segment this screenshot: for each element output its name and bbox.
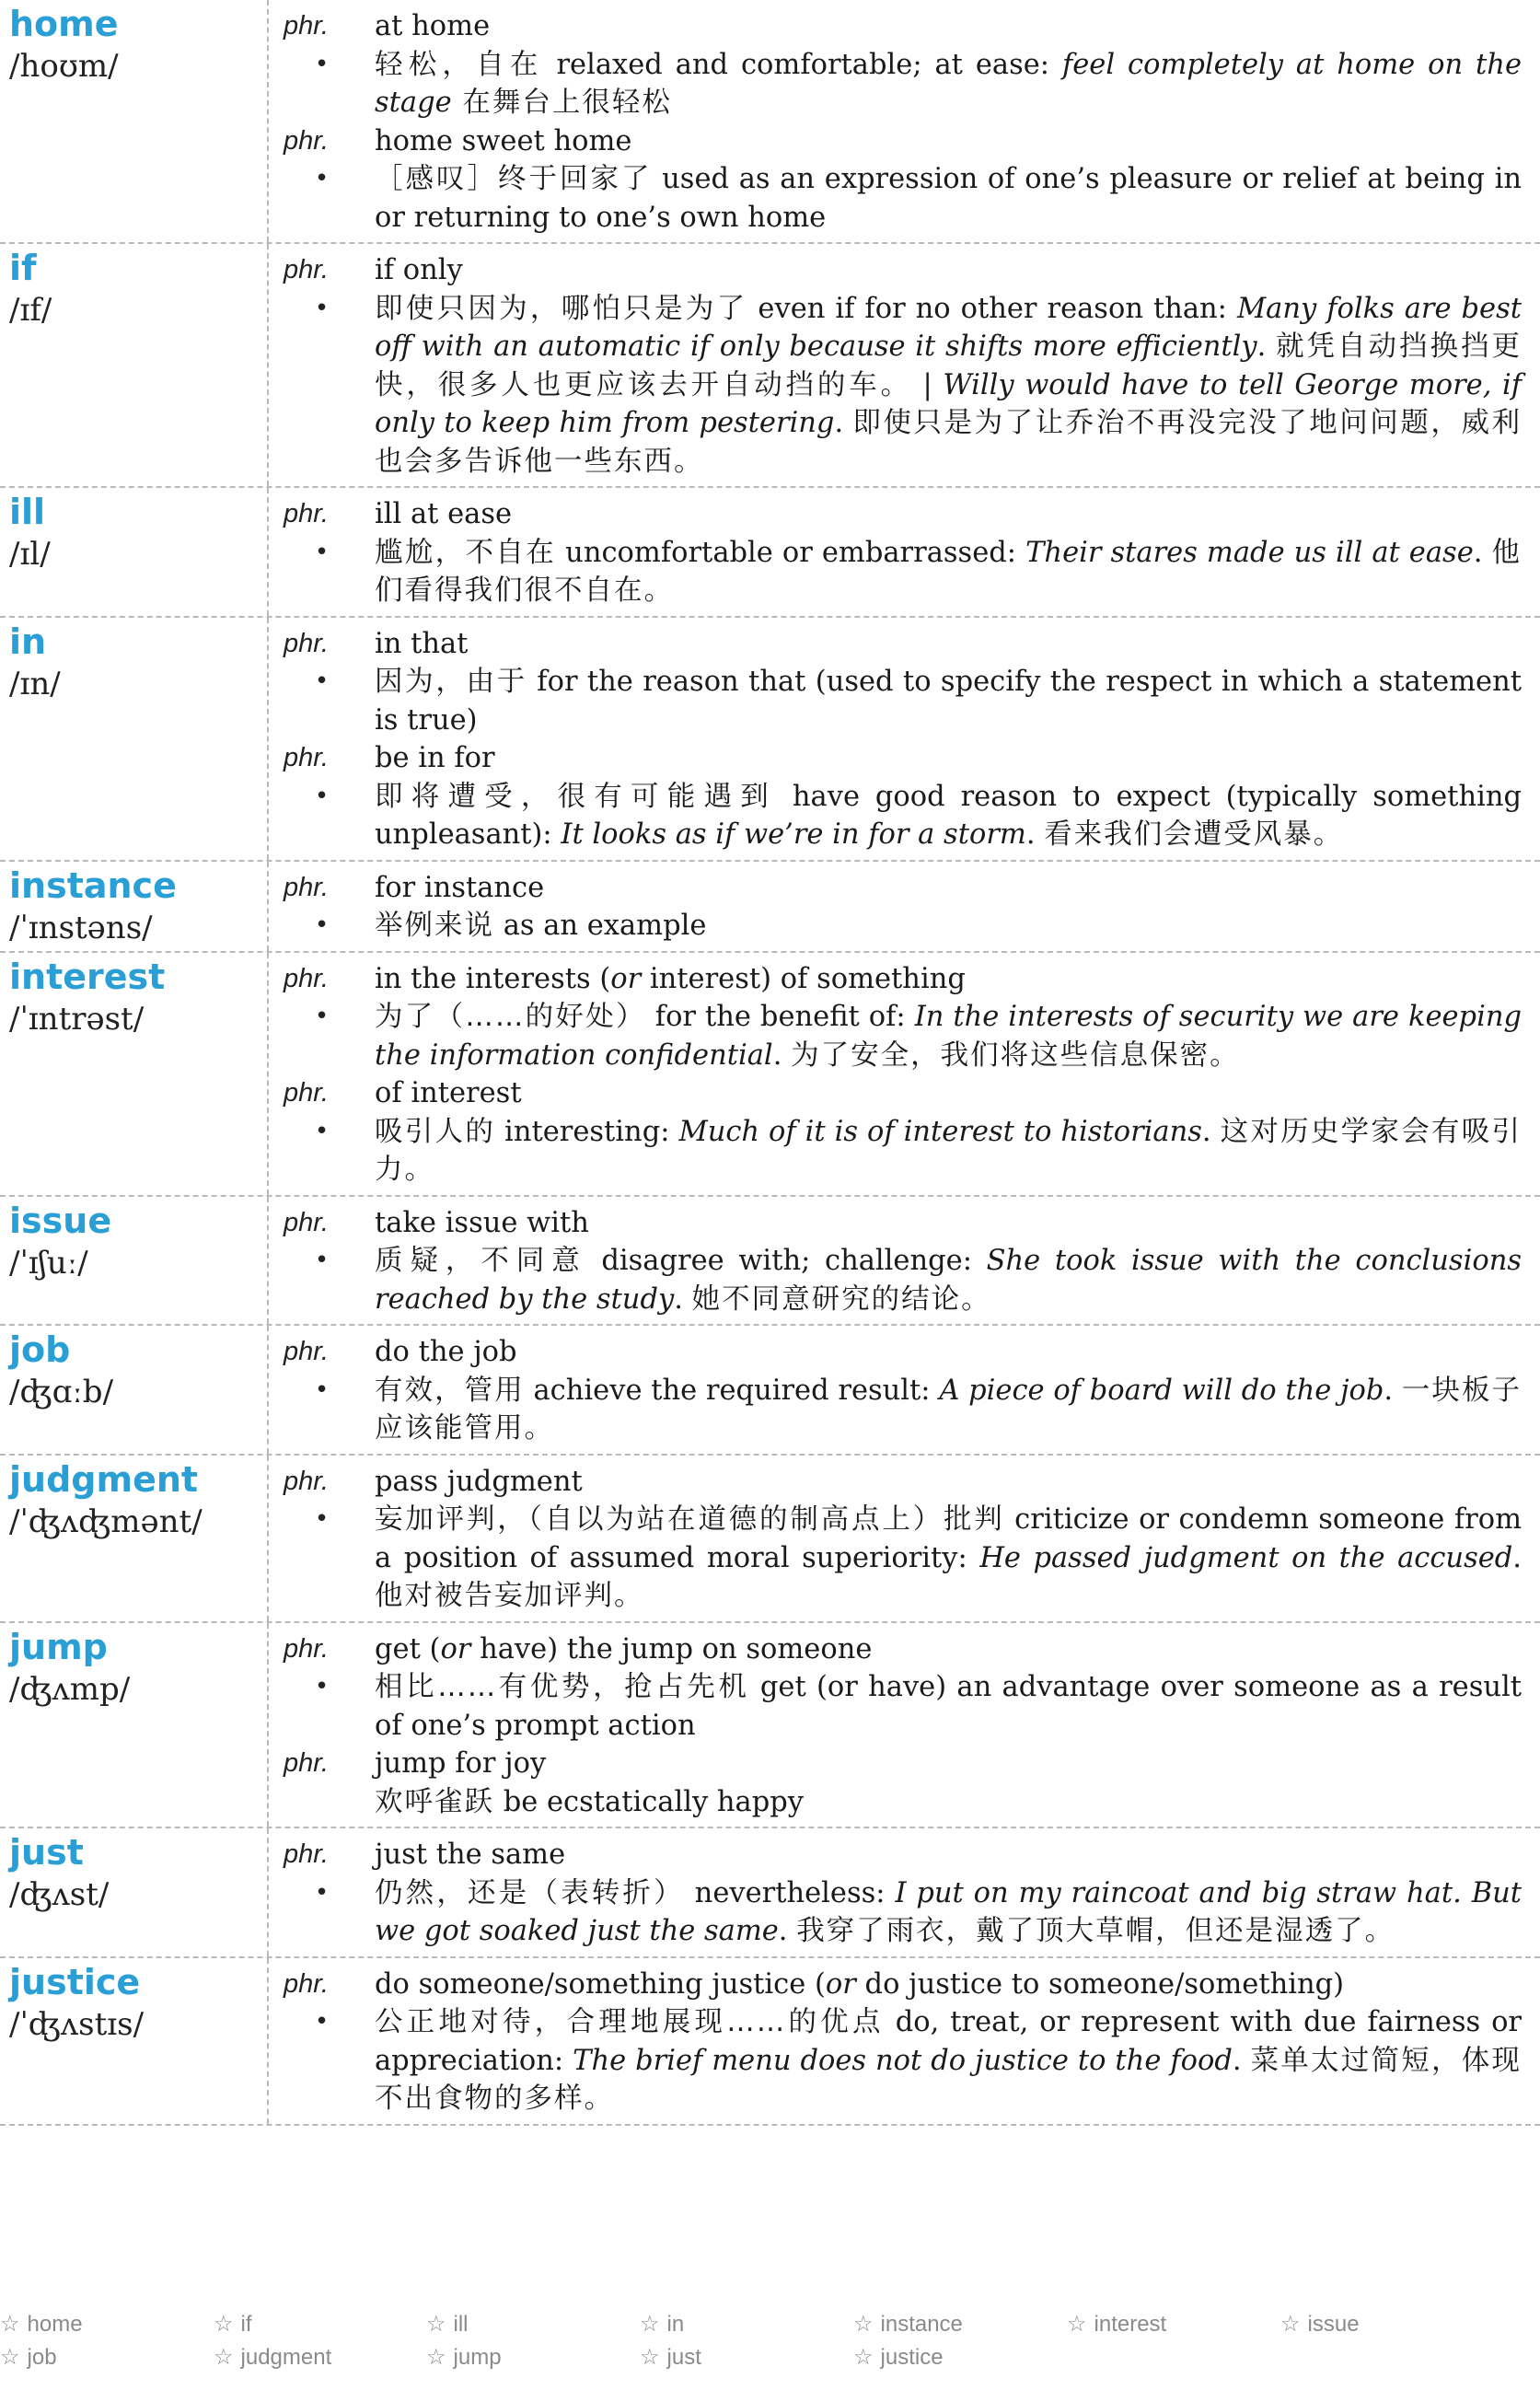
english-text: just the same [375,1839,566,1871]
definition-line [269,1668,1522,1745]
chinese-gloss: 轻松，自在 [375,48,544,81]
footer-link-in[interactable] [640,2311,684,2338]
definition-text [375,1113,1522,1189]
headword: home [9,4,119,44]
headword-cell [0,953,269,1195]
chinese-gloss: 相比……有优势，抢占先机 [375,1671,750,1703]
english-text: take issue with [375,1206,589,1239]
phrase-line [269,869,1522,908]
chinese-gloss: 菜单太过简短，体现不出食物的多样。 [375,2044,1522,2115]
footer-link-job[interactable] [0,2344,57,2371]
phrase-tag: phr. [284,1078,329,1108]
definition-text [375,290,1522,481]
english-text: have) the jump on someone [470,1632,873,1665]
footer-link-issue[interactable] [1280,2311,1360,2338]
phrase-tag: phr. [284,743,329,772]
phrase-line [269,495,1522,534]
phrase-tag: phr. [284,1839,329,1869]
headword: job [9,1329,71,1370]
english-text: do the job [375,1336,517,1368]
definition-line [269,160,1522,237]
definition-text [375,1874,1522,1951]
example-text: or [440,1632,471,1665]
definition-line [269,998,1522,1074]
definition-text [375,2003,1522,2118]
footer-link-just[interactable] [640,2344,701,2371]
headword: judgment [9,1458,199,1500]
definitions-cell [269,1958,1540,2124]
phrase-text [375,1463,1522,1502]
pronunciation: /ˈʤʌʤmənt/ [9,1502,203,1540]
phrase-text [375,739,1522,778]
footer-link-interest[interactable] [1067,2311,1166,2338]
english-text: for instance [375,871,545,904]
footer-link-instance[interactable] [853,2311,963,2338]
example-text: Many folks are best off with an automatic if only because it shifts more efficiently [375,292,1523,363]
star-icon: ☆ [640,2345,660,2370]
chinese-gloss: 尴尬，不自在 [375,536,557,569]
definition-text [375,663,1522,739]
entry-if [0,244,1540,488]
chinese-gloss: 为了（……的好处） [375,1001,646,1033]
example-text: She took issue with the conclusions reached by the study [375,1245,1523,1316]
english-text: uncomfortable or embarrassed: [556,536,1026,569]
english-text: . [772,1038,792,1072]
entry-justice [0,1958,1540,2126]
definition-text [375,1668,1522,1745]
definitions-cell [269,0,1540,242]
headword: in [9,621,47,662]
example-text: or [610,962,642,995]
english-text: be ecstatically happy [494,1785,805,1818]
entry-instance [0,862,1540,953]
chinese-gloss: 妄加评判，（自以为站在道德的制高点上）批判 [375,1503,1005,1536]
phrase-line [269,251,1522,290]
headword-cell [0,1828,269,1956]
phrase-text [375,869,1522,908]
headword-cell [0,862,269,951]
footer-link-label: job [27,2345,57,2370]
english-text: do, treat, or represent with due fairness or appreciation: [375,2006,1523,2077]
star-icon: ☆ [214,2345,234,2370]
phrase-text [375,1333,1522,1372]
phrase-line [269,1204,1522,1243]
example-text: I put on my raincoat and big straw hat. But we got soaked just the same [375,1876,1523,1947]
definition-text [375,1501,1522,1616]
definitions-cell [269,488,1540,616]
phrase-line [269,122,1522,161]
example-text: It looks as if we’re in for a storm [561,818,1026,851]
definition-text [375,1783,1522,1822]
phrase-text [375,495,1522,534]
phrase-line [269,960,1522,999]
headword: instance [9,864,177,906]
english-text: for the reason that (used to specify the respect in which a statement is true) [375,666,1523,737]
english-text: jump for joy [375,1747,547,1780]
example-text: Much of it is of interest to historians [678,1115,1202,1148]
definition-line [269,46,1522,122]
phrase-tag: phr. [284,1968,329,1999]
chinese-gloss: 为了安全，我们将这些信息保密。 [791,1038,1240,1072]
english-text: at home [375,10,491,42]
chinese-gloss: 她不同意研究的结论。 [691,1282,991,1316]
pronunciation: /ʤʌmp/ [9,1670,131,1708]
definition-line [269,1372,1522,1448]
english-text: achieve the required result: [524,1374,940,1407]
phrase-tag: phr. [284,628,329,658]
bullet-icon: • [314,1878,330,1907]
chinese-gloss: 在舞台上很轻松 [451,87,672,119]
chinese-gloss: 看来我们会遭受风暴。 [1044,818,1344,851]
definition-line [269,1501,1522,1616]
definition-text [375,907,1522,946]
headword-cell [0,1623,269,1827]
definitions-cell [269,1326,1540,1454]
headword-cell [0,1456,269,1621]
headword-cell [0,618,269,860]
footer-link-home[interactable] [0,2311,83,2338]
definitions-cell [269,618,1540,860]
footer-link-label: instance [880,2312,963,2337]
english-text: | [911,368,944,401]
pronunciation: /ˈʤʌstɪs/ [9,2005,145,2043]
phrase-text [375,122,1522,161]
english-text: relaxed and comfortable; at ease: [543,48,1062,81]
footer-row [0,2344,1540,2377]
bullet-icon: • [314,667,330,695]
phrase-tag: phr. [284,1207,329,1237]
chinese-gloss: 即使只是为了让乔治不再没完没了地问问题，威利也会多告诉他一些东西。 [375,407,1523,478]
chinese-gloss: 他们看得我们很不自在。 [375,536,1522,607]
bullet-icon: • [314,538,330,566]
definition-text [375,1242,1522,1318]
english-text: interesting: [495,1115,679,1148]
english-text: do justice to someone/something) [855,1967,1345,2001]
english-text: . [1256,331,1277,363]
chinese-gloss: 吸引人的 [375,1115,496,1148]
footer-link-label: ill [453,2312,469,2337]
chinese-gloss: 质疑，不同意 [375,1245,587,1277]
chinese-gloss: 我穿了雨衣，戴了顶大草帽，但还是湿透了。 [796,1915,1395,1947]
footer-link-label: jump [453,2345,502,2370]
footer-link-label: interest [1094,2312,1167,2337]
definition-line [269,778,1522,854]
chinese-gloss: 即使只因为，哪怕只是为了 [375,292,748,325]
entry-in [0,618,1540,862]
example-text: or [825,1967,856,2001]
english-text: home sweet home [375,124,632,157]
bullet-icon: • [314,50,330,78]
pronunciation: /ˈɪnstəns/ [9,909,153,946]
pronunciation: /hoʊm/ [9,48,119,85]
phrase-line [269,625,1522,664]
phrase-tag: phr. [284,963,329,993]
chinese-gloss: 就凭自动挡换挡更快，很多人也更应该去开自动挡的车。 [375,331,1523,401]
english-text: even if for no other reason than: [747,292,1237,325]
definition-line [269,1113,1522,1189]
definition-line [269,2003,1522,2118]
english-text: . [1232,2044,1251,2077]
pronunciation: /ʤɑːb/ [9,1374,114,1410]
chinese-gloss: 这对历史学家会有吸引力。 [375,1115,1523,1186]
english-text: if only [375,254,463,286]
bullet-icon: • [314,2008,330,2036]
star-icon: ☆ [426,2312,446,2337]
english-text: in that [375,627,469,660]
chinese-gloss: 仍然，还是（表转折） [375,1876,685,1909]
phrase-tag: phr. [284,1466,329,1496]
word-index-footer [0,2311,1540,2377]
english-text: be in for [375,742,495,774]
phrase-line [269,1966,1522,2004]
phrase-line [269,7,1522,46]
phrase-tag: phr. [284,499,329,528]
example-text: In the interests of security we are keeping the information confidential [375,1001,1522,1072]
star-icon: ☆ [426,2345,446,2370]
english-text: . [778,1915,797,1947]
headword: jump [9,1626,108,1667]
english-text: get ( [375,1632,441,1665]
footer-link-label: if [240,2312,252,2337]
footer-link-label: just [666,2345,701,2370]
definitions-cell [269,1623,1540,1827]
definition-line [269,907,1522,946]
definitions-cell [269,244,1540,486]
star-icon: ☆ [853,2312,874,2337]
pronunciation: /ɪn/ [9,665,61,702]
entry-just [0,1828,1540,1958]
footer-row [0,2311,1540,2344]
example-text: feel completely at home on the stage [375,48,1522,119]
definitions-cell [269,862,1540,951]
phrase-text [375,251,1522,290]
definition-line [269,1874,1522,1951]
definitions-cell [269,953,1540,1195]
pronunciation: /ɪf/ [9,292,52,329]
phrase-tag: phr. [284,125,329,156]
phrase-line [269,1745,1522,1783]
entry-jump [0,1623,1540,1829]
definition-text [375,46,1522,122]
bullet-icon: • [314,911,330,939]
headword: issue [9,1200,112,1241]
english-text: . [1025,818,1045,851]
headword: ill [9,492,46,532]
english-text: interest) of something [641,962,966,995]
footer-link-judgment[interactable] [214,2344,331,2371]
phrase-tag: phr. [284,255,329,284]
chinese-gloss: 一块板子应该能管用。 [375,1374,1523,1444]
phrase-text [375,625,1522,664]
footer-link-ill[interactable] [426,2311,469,2338]
footer-link-if[interactable] [214,2311,252,2338]
chinese-gloss: 举例来说 [375,910,494,942]
phrase-tag: phr. [284,1337,329,1366]
definition-text [375,160,1522,237]
phrase-line [269,1333,1522,1372]
english-text: criticize or condemn someone from a position of assumed moral superiority: [375,1503,1522,1574]
english-text: nevertheless: [684,1876,896,1909]
english-text: pass judgment [375,1465,583,1498]
chinese-gloss: 公正地对待，合理地展现……的优点 [375,2006,885,2038]
pronunciation: /ˈɪʃuː/ [9,1244,88,1282]
bullet-icon: • [314,294,330,322]
headword-cell [0,1958,269,2124]
phrase-text [375,1745,1522,1783]
footer-link-label: home [27,2312,83,2337]
phrase-text [375,1630,1522,1669]
entry-home [0,0,1540,244]
english-text: . [1201,1115,1221,1148]
definition-text [375,778,1522,854]
headword-cell [0,1197,269,1325]
chinese-gloss: 欢呼雀跃 [375,1785,494,1818]
headword-cell [0,488,269,616]
definitions-cell [269,1828,1540,1956]
english-text: of interest [375,1077,522,1109]
entry-ill [0,488,1540,618]
phrase-text [375,1966,1522,2004]
definition-text [375,1372,1522,1448]
entry-interest [0,953,1540,1197]
headword: interest [9,956,166,997]
chinese-gloss: 因为，由于 [375,666,527,698]
bullet-icon: • [314,1375,330,1404]
english-text: . [1384,1374,1402,1407]
chinese-gloss: 他对被告妄加评判。 [375,1580,644,1612]
phrase-text [375,1836,1522,1874]
definition-text [375,998,1522,1074]
pronunciation: /ˈɪntrəst/ [9,1000,145,1038]
definition-line [269,1783,1522,1822]
example-text: Their stares made us ill at ease [1025,536,1474,569]
headword-cell [0,244,269,486]
phrase-text [375,960,1522,999]
english-text: used as an expression of one’s pleasure or relief at being in or returning to one’s own home [375,163,1523,234]
headword: justice [9,1961,141,2002]
footer-link-jump[interactable] [426,2344,502,2371]
star-icon: ☆ [853,2345,874,2370]
entry-judgment [0,1456,1540,1623]
definition-line [269,1242,1522,1318]
english-text: get (or have) an advantage over someone as a result of one’s prompt action [375,1671,1523,1742]
phrase-tag: phr. [284,872,329,902]
headword-cell [0,0,269,242]
star-icon: ☆ [1067,2312,1087,2337]
phrase-line [269,1630,1522,1669]
definitions-cell [269,1456,1540,1621]
phrase-line [269,1074,1522,1113]
english-text: have good reason to expect (typically something unpleasant): [375,780,1523,851]
english-text: do someone/something justice ( [375,1967,826,2001]
bullet-icon: • [314,165,330,192]
footer-link-label: justice [880,2345,944,2370]
star-icon: ☆ [1280,2312,1301,2337]
example-text: A piece of board will do the job [939,1374,1384,1407]
phrase-tag: phr. [284,11,329,41]
star-icon: ☆ [0,2312,20,2337]
phrase-text [375,7,1522,46]
phrase-tag: phr. [284,1748,329,1778]
example-text: The brief menu does not do justice to the food [573,2044,1233,2077]
bullet-icon: • [314,1505,330,1533]
english-text: . [674,1282,692,1316]
star-icon: ☆ [214,2312,234,2337]
phrase-text [375,1204,1522,1243]
bullet-icon: • [314,1247,330,1274]
definition-line [269,663,1522,739]
entry-job [0,1326,1540,1456]
english-text: ill at ease [375,498,513,530]
chinese-gloss: ［感叹］终于回家了 [375,163,653,195]
example-text: Willy would have to tell George more, if only to keep him from pestering [375,368,1522,439]
headword: just [9,1832,84,1873]
definitions-cell [269,1197,1540,1325]
phrase-line [269,739,1522,778]
bullet-icon: • [314,1673,330,1700]
pronunciation: /ɪl/ [9,536,51,573]
footer-link-label: in [666,2312,685,2337]
english-text: . [1473,536,1492,569]
english-text: for the benefit of: [645,1001,915,1033]
example-text: He passed judgment on the accused [979,1541,1513,1574]
bullet-icon: • [314,782,330,810]
footer-link-label: issue [1307,2312,1360,2337]
bullet-icon: • [314,1003,330,1030]
footer-link-label: judgment [240,2345,332,2370]
chinese-gloss: 即将遭受，很有可能遇到 [375,780,777,813]
chinese-gloss: 有效，管用 [375,1374,525,1407]
headword-cell [0,1326,269,1454]
english-text: as an example [494,910,707,942]
headword: if [9,248,37,288]
phrase-line [269,1463,1522,1502]
phrase-line [269,1836,1522,1874]
english-text: . [834,407,853,439]
english-text: disagree with; challenge: [586,1245,987,1277]
pronunciation: /ʤʌst/ [9,1876,110,1913]
phrase-tag: phr. [284,1633,329,1664]
star-icon: ☆ [0,2345,20,2370]
definition-line [269,290,1522,481]
footer-link-justice[interactable] [853,2344,944,2371]
english-text: in the interests ( [375,962,611,995]
star-icon: ☆ [640,2312,660,2337]
bullet-icon: • [314,1117,330,1145]
definition-line [269,534,1522,610]
entry-issue [0,1197,1540,1327]
english-text: . [1512,1541,1522,1574]
phrase-text [375,1074,1522,1113]
definition-text [375,534,1522,610]
